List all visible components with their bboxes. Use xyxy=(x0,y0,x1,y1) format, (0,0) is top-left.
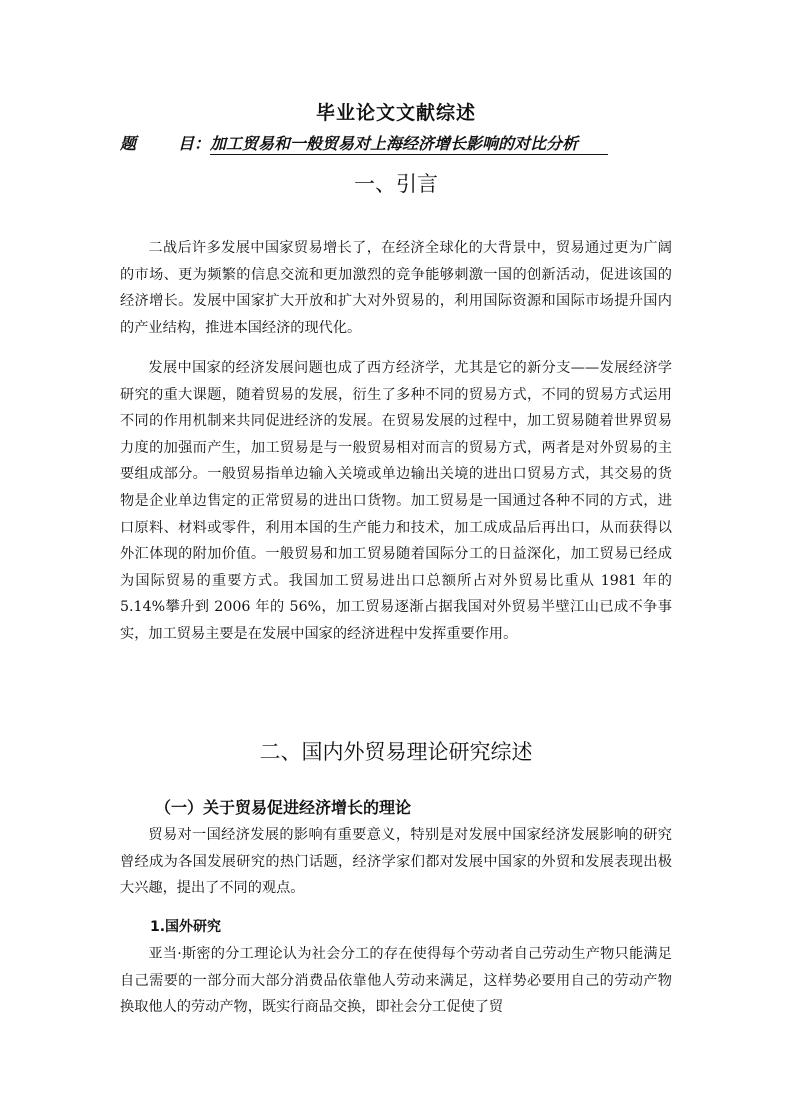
topic-text: 加工贸易和一般贸易对上海经济增长影响的对比分析 xyxy=(210,134,608,155)
intro-heading: 一、引言 xyxy=(354,172,438,196)
intro-paragraph-2: 发展中国家的经济发展问题也成了西方经济学，尤其是它的新分支——发展经济学研究的重大课题，随着贸易的发展，衍生了多种不同的贸易方式，不同的贸易方式运用不同的作用机制来共同促进经济的发展。在贸易发展的过程中，加工贸易随着世界贸易力度的加强而产生，加工贸易是与一般贸易相对而言的贸易方式，两者是对外贸易的主要组成部分。一般贸易指单边输入关境或单边输出关境的进出口贸易方式，其交易的货物是企业单边售定的正常贸易的进出口货物。加工贸易是一国通过各种不同的方式，进口原料、材料或零件，利用本国的生产能力和技术，加工成成品后再出口，从而获得以外汇体现的附加价值。一般贸易和加工贸易随着国际分工的日益深化，加工贸易已经成为国际贸易的重要方式。我国加工贸易进出口总额所占对外贸易比重从 1981 年的5.14%攀升到 2006 年的 56%，加工贸易逐渐占据我国对外贸易半壁江山已成不争事实，加工贸易主要是在发展中国家的经济进程中发挥重要作用。 xyxy=(120,360,672,642)
subsubsection-heading: 1.国外研究 xyxy=(150,919,222,935)
document-title: 毕业论文文献综述 xyxy=(315,102,476,124)
subsection-paragraph: 贸易对一国经济发展的影响有重要意义，特别是对发展中国家经济发展影响的研究曾经成为各国发展研究的热门话题，经济学家们都对发展中国家的外贸和发展表现出极大兴趣，提出了不同的观点。 xyxy=(120,827,672,897)
review-heading: 二、国内外贸易理论研究综述 xyxy=(259,740,533,764)
subsection-heading: （一）关于贸易促进经济增长的理论 xyxy=(155,798,412,817)
topic-line xyxy=(120,131,608,155)
foreign-research-paragraph: 亚当·斯密的分工理论认为社会分工的存在使得每个劳动者自己劳动生产物只能满足自己需要的一部分而大部分消费品依靠他人劳动来满足，这样势必要用自己的劳动产物换取他人的劳动产物，既实行商品交换，即社会分工促使了贸 xyxy=(120,946,672,1016)
topic-label-1: 题 xyxy=(120,134,137,153)
topic-label-2: 目： xyxy=(178,134,211,153)
intro-paragraph-1: 二战后许多发展中国家贸易增长了，在经济全球化的大背景中，贸易通过更为广阔的市场、更为频繁的信息交流和更加激烈的竞争能够刺激一国的创新活动，促进该国的经济增长。发展中国家扩大开放和扩大对外贸易的，利用国际资源和国际市场提升国内的产业结构，推进本国经济的现代化。 xyxy=(120,240,672,336)
